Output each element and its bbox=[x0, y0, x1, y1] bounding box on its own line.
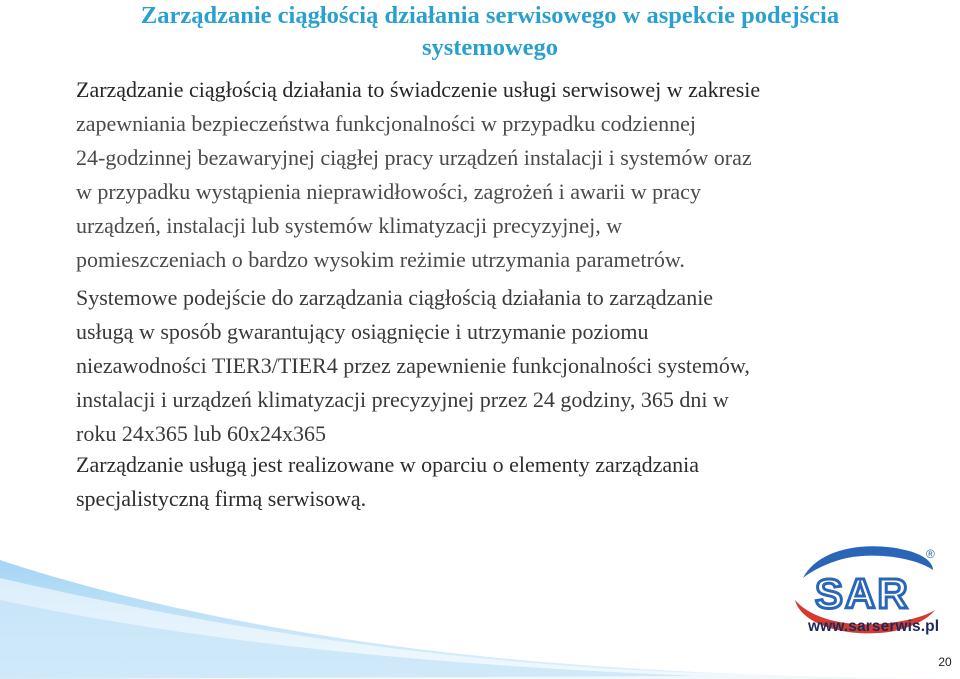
page-number: 20 bbox=[938, 655, 952, 669]
logo-url: www.sarserwis.pl bbox=[808, 618, 940, 635]
slide-title-line-2: systemowego bbox=[421, 34, 559, 61]
slide-title bbox=[60, 0, 920, 64]
paragraph-line: usługą w sposób gwarantujący osiągnięcie i utrzymanie poziomu bbox=[76, 319, 649, 344]
paragraph-line: Zarządzanie usługą jest realizowane w oparciu o elementy zarządzania bbox=[76, 452, 699, 477]
paragraph-continuity-management bbox=[76, 73, 956, 277]
paragraph-line: zapewniania bezpieczeństwa funkcjonalności w przypadku codziennej bbox=[76, 111, 697, 136]
logo-registered-mark: ® bbox=[926, 547, 935, 561]
paragraph-line: specjalistyczną firmą serwisową. bbox=[76, 486, 367, 511]
paragraph-line: pomieszczeniach o bardzo wysokim reżimie utrzymania parametrów. bbox=[76, 247, 685, 272]
paragraph-line: niezawodności TIER3/TIER4 przez zapewnienie funkcjonalności systemów, bbox=[76, 353, 750, 378]
paragraph-line: roku 24x365 lub 60x24x365 bbox=[76, 421, 326, 446]
paragraph-line: Systemowe podejście do zarządzania ciągłością działania to zarządzanie bbox=[76, 285, 714, 310]
paragraph-system-approach bbox=[76, 281, 956, 451]
paragraph-line: 24-godzinnej bezawaryjnej ciągłej pracy urządzeń instalacji i systemów oraz bbox=[76, 145, 752, 170]
paragraph-line: w przypadku wystąpienia nieprawidłowości, zagrożeń i awarii w pracy bbox=[76, 179, 701, 204]
paragraph-line: instalacji i urządzeń klimatyzacji precyzyjnej przez 24 godziny, 365 dni w bbox=[76, 387, 729, 412]
logo-letters: SAR bbox=[815, 570, 910, 617]
paragraph-service-management bbox=[76, 448, 956, 516]
paragraph-line: Zarządzanie ciągłością działania to świadczenie usługi serwisowej w zakresie bbox=[76, 77, 761, 102]
paragraph-line: urządzeń, instalacji lub systemów klimatyzacji precyzyjnej, w bbox=[76, 213, 623, 238]
slide-title-line-1: Zarządzanie ciągłością działania serwisowego w aspekcie podejścia bbox=[140, 2, 840, 29]
